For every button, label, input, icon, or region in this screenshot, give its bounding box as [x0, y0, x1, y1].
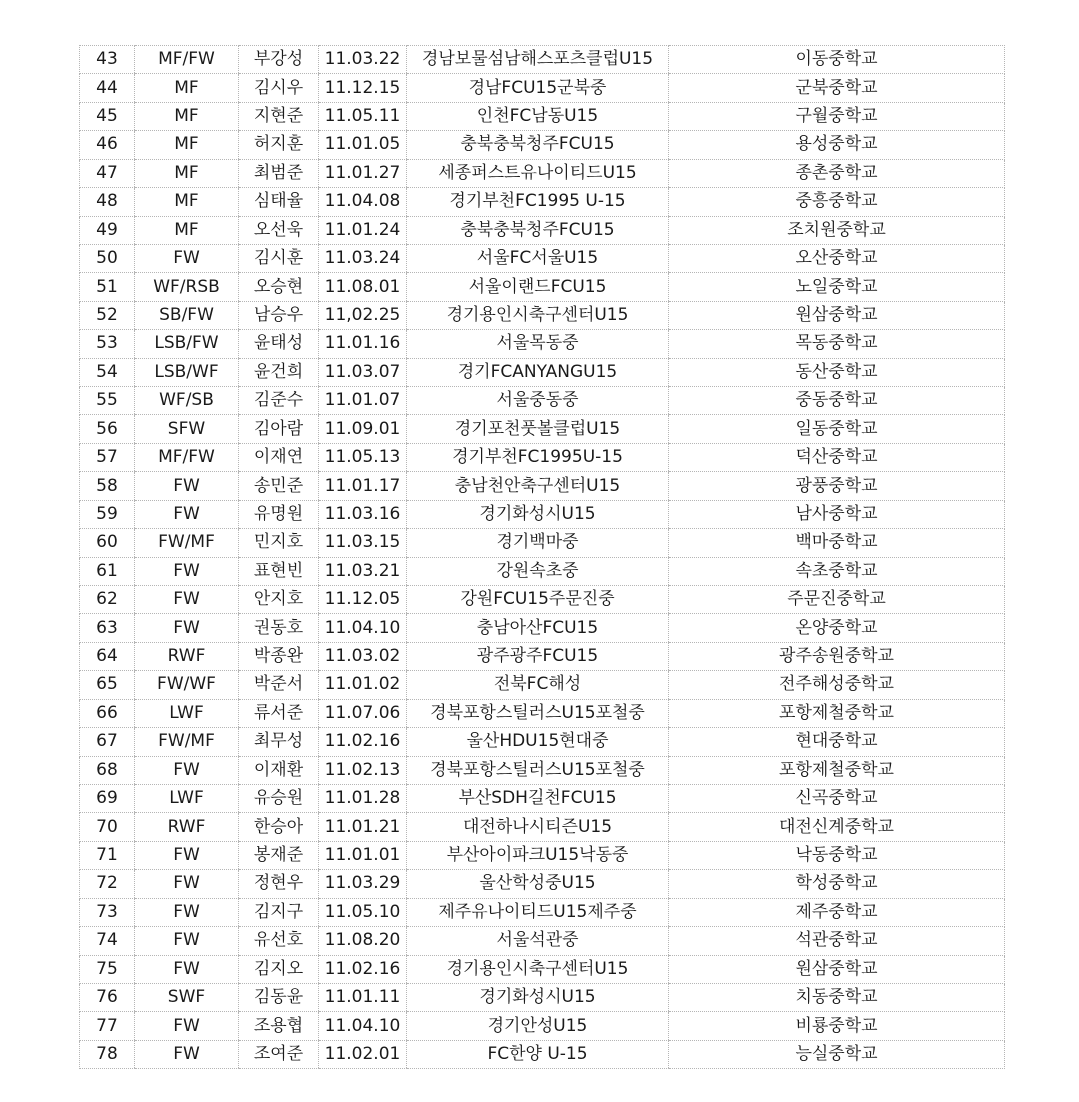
player-number: 56 [80, 415, 135, 443]
player-club: 부산SDH길천FCU15 [407, 784, 669, 812]
table-row [80, 841, 1005, 869]
player-birthdate: 11.01.17 [319, 472, 407, 500]
player-number: 55 [80, 387, 135, 415]
player-club: 충북충북청주FCU15 [407, 131, 669, 159]
player-club: 경기안성U15 [407, 1012, 669, 1040]
table-row [80, 387, 1005, 415]
table-row [80, 983, 1005, 1011]
player-birthdate: 11.01.21 [319, 813, 407, 841]
player-name: 김지오 [239, 955, 319, 983]
player-position: FW/MF [135, 529, 239, 557]
player-number: 48 [80, 188, 135, 216]
player-school: 용성중학교 [669, 131, 1005, 159]
player-club: 서울중동중 [407, 387, 669, 415]
player-position: FW [135, 870, 239, 898]
player-position: RWF [135, 642, 239, 670]
player-name: 류서준 [239, 699, 319, 727]
player-position: SB/FW [135, 301, 239, 329]
player-school: 신곡중학교 [669, 784, 1005, 812]
player-birthdate: 11.01.16 [319, 330, 407, 358]
player-number: 74 [80, 927, 135, 955]
table-row [80, 728, 1005, 756]
table-row [80, 756, 1005, 784]
player-school: 속초중학교 [669, 557, 1005, 585]
player-school: 군북중학교 [669, 74, 1005, 102]
player-position: FW [135, 586, 239, 614]
table-row [80, 642, 1005, 670]
player-club: 광주광주FCU15 [407, 642, 669, 670]
player-position: LWF [135, 784, 239, 812]
table-row [80, 529, 1005, 557]
player-school: 전주해성중학교 [669, 671, 1005, 699]
table-row [80, 301, 1005, 329]
player-position: MF [135, 216, 239, 244]
player-school: 동산중학교 [669, 358, 1005, 386]
player-school: 백마중학교 [669, 529, 1005, 557]
player-name: 이재환 [239, 756, 319, 784]
player-birthdate: 11.03.02 [319, 642, 407, 670]
player-club: 서울석관중 [407, 927, 669, 955]
player-name: 정현우 [239, 870, 319, 898]
player-position: FW [135, 898, 239, 926]
player-number: 53 [80, 330, 135, 358]
table-row [80, 46, 1005, 74]
player-birthdate: 11.01.24 [319, 216, 407, 244]
player-name: 송민준 [239, 472, 319, 500]
player-club: 서울FC서울U15 [407, 244, 669, 272]
player-birthdate: 11.08.20 [319, 927, 407, 955]
player-number: 57 [80, 443, 135, 471]
table-row [80, 557, 1005, 585]
table-row [80, 102, 1005, 130]
player-club: 경기화성시U15 [407, 500, 669, 528]
player-birthdate: 11.01.07 [319, 387, 407, 415]
player-school: 덕산중학교 [669, 443, 1005, 471]
player-school: 중동중학교 [669, 387, 1005, 415]
player-name: 김시우 [239, 74, 319, 102]
player-number: 65 [80, 671, 135, 699]
player-birthdate: 11.03.15 [319, 529, 407, 557]
table-row [80, 614, 1005, 642]
player-birthdate: 11,02.25 [319, 301, 407, 329]
player-name: 지현준 [239, 102, 319, 130]
player-position: LWF [135, 699, 239, 727]
table-row [80, 443, 1005, 471]
player-school: 원삼중학교 [669, 301, 1005, 329]
player-position: MF/FW [135, 46, 239, 74]
player-position: FW [135, 841, 239, 869]
player-number: 60 [80, 529, 135, 557]
player-name: 안지호 [239, 586, 319, 614]
player-number: 52 [80, 301, 135, 329]
player-name: 오승현 [239, 273, 319, 301]
player-birthdate: 11.03.21 [319, 557, 407, 585]
player-position: FW [135, 955, 239, 983]
player-birthdate: 11.01.02 [319, 671, 407, 699]
player-name: 조용협 [239, 1012, 319, 1040]
player-position: SWF [135, 983, 239, 1011]
player-school: 중흥중학교 [669, 188, 1005, 216]
table-row [80, 244, 1005, 272]
table-row [80, 898, 1005, 926]
player-club: 경기부천FC1995 U-15 [407, 188, 669, 216]
player-school: 종촌중학교 [669, 159, 1005, 187]
player-school: 포항제철중학교 [669, 756, 1005, 784]
player-number: 64 [80, 642, 135, 670]
player-name: 부강성 [239, 46, 319, 74]
player-birthdate: 11.04.10 [319, 614, 407, 642]
player-position: MF [135, 102, 239, 130]
player-number: 78 [80, 1040, 135, 1068]
player-number: 62 [80, 586, 135, 614]
table-row [80, 1012, 1005, 1040]
player-school: 조치원중학교 [669, 216, 1005, 244]
player-number: 58 [80, 472, 135, 500]
player-birthdate: 11.05.10 [319, 898, 407, 926]
player-club: 충남천안축구센터U15 [407, 472, 669, 500]
player-name: 김동윤 [239, 983, 319, 1011]
player-position: FW [135, 244, 239, 272]
player-birthdate: 11.03.29 [319, 870, 407, 898]
player-name: 남승우 [239, 301, 319, 329]
player-club: 부산아이파크U15낙동중 [407, 841, 669, 869]
player-position: LSB/WF [135, 358, 239, 386]
table-row [80, 159, 1005, 187]
player-name: 조여준 [239, 1040, 319, 1068]
player-number: 46 [80, 131, 135, 159]
player-position: FW [135, 557, 239, 585]
player-birthdate: 11.05.13 [319, 443, 407, 471]
player-club: 전북FC해성 [407, 671, 669, 699]
player-birthdate: 11.02.13 [319, 756, 407, 784]
table-row [80, 330, 1005, 358]
player-name: 봉재준 [239, 841, 319, 869]
player-club: 강원FCU15주문진중 [407, 586, 669, 614]
player-club: 경북포항스틸러스U15포철중 [407, 699, 669, 727]
player-position: FW [135, 756, 239, 784]
player-club: 경기백마중 [407, 529, 669, 557]
player-birthdate: 11.01.01 [319, 841, 407, 869]
player-birthdate: 11.04.10 [319, 1012, 407, 1040]
table-row [80, 586, 1005, 614]
player-club: 충남아산FCU15 [407, 614, 669, 642]
player-birthdate: 11.02.16 [319, 955, 407, 983]
player-number: 61 [80, 557, 135, 585]
player-number: 75 [80, 955, 135, 983]
table-row [80, 415, 1005, 443]
player-birthdate: 11.02.01 [319, 1040, 407, 1068]
player-club: 울산HDU15현대중 [407, 728, 669, 756]
player-number: 69 [80, 784, 135, 812]
table-row [80, 699, 1005, 727]
player-school: 목동중학교 [669, 330, 1005, 358]
player-name: 박준서 [239, 671, 319, 699]
player-school: 제주중학교 [669, 898, 1005, 926]
player-club: 충북충북청주FCU15 [407, 216, 669, 244]
player-name: 허지훈 [239, 131, 319, 159]
player-position: FW [135, 1012, 239, 1040]
table-row [80, 472, 1005, 500]
player-number: 63 [80, 614, 135, 642]
table-row [80, 927, 1005, 955]
player-club: 세종퍼스트유나이티드U15 [407, 159, 669, 187]
player-name: 박종완 [239, 642, 319, 670]
player-position: FW [135, 472, 239, 500]
player-club: 서울목동중 [407, 330, 669, 358]
player-position: MF [135, 188, 239, 216]
player-name: 심태율 [239, 188, 319, 216]
player-club: 경기부천FC1995U-15 [407, 443, 669, 471]
player-number: 70 [80, 813, 135, 841]
player-club: 인천FC남동U15 [407, 102, 669, 130]
player-club: 경기FCANYANGU15 [407, 358, 669, 386]
table-row [80, 955, 1005, 983]
player-number: 45 [80, 102, 135, 130]
player-school: 광풍중학교 [669, 472, 1005, 500]
player-birthdate: 11.01.05 [319, 131, 407, 159]
player-club: 서울이랜드FCU15 [407, 273, 669, 301]
player-position: MF [135, 74, 239, 102]
player-school: 노일중학교 [669, 273, 1005, 301]
player-number: 77 [80, 1012, 135, 1040]
player-name: 윤건희 [239, 358, 319, 386]
player-school: 학성중학교 [669, 870, 1005, 898]
player-name: 표현빈 [239, 557, 319, 585]
player-birthdate: 11.08.01 [319, 273, 407, 301]
player-birthdate: 11.07.06 [319, 699, 407, 727]
player-club: FC한양 U-15 [407, 1040, 669, 1068]
player-school: 대전신계중학교 [669, 813, 1005, 841]
player-school: 비룡중학교 [669, 1012, 1005, 1040]
player-club: 경기용인시축구센터U15 [407, 955, 669, 983]
player-position: FW/WF [135, 671, 239, 699]
player-number: 50 [80, 244, 135, 272]
player-name: 한승아 [239, 813, 319, 841]
player-position: MF/FW [135, 443, 239, 471]
player-name: 윤태성 [239, 330, 319, 358]
player-number: 68 [80, 756, 135, 784]
player-name: 오선욱 [239, 216, 319, 244]
player-name: 민지호 [239, 529, 319, 557]
player-club: 경기화성시U15 [407, 983, 669, 1011]
player-name: 유명원 [239, 500, 319, 528]
player-name: 김지구 [239, 898, 319, 926]
player-school: 낙동중학교 [669, 841, 1005, 869]
player-name: 김준수 [239, 387, 319, 415]
player-name: 김아람 [239, 415, 319, 443]
player-school: 치동중학교 [669, 983, 1005, 1011]
player-name: 권동호 [239, 614, 319, 642]
player-name: 최무성 [239, 728, 319, 756]
player-position: FW [135, 927, 239, 955]
player-position: WF/RSB [135, 273, 239, 301]
player-position: SFW [135, 415, 239, 443]
table-row [80, 74, 1005, 102]
player-school: 광주송원중학교 [669, 642, 1005, 670]
table-row [80, 273, 1005, 301]
player-school: 포항제철중학교 [669, 699, 1005, 727]
player-school: 남사중학교 [669, 500, 1005, 528]
player-birthdate: 11.04.08 [319, 188, 407, 216]
player-position: FW [135, 614, 239, 642]
player-birthdate: 11.03.24 [319, 244, 407, 272]
player-club: 경북포항스틸러스U15포철중 [407, 756, 669, 784]
player-name: 김시훈 [239, 244, 319, 272]
player-roster-table [79, 45, 1005, 1069]
player-school: 오산중학교 [669, 244, 1005, 272]
table-row [80, 358, 1005, 386]
player-name: 유승원 [239, 784, 319, 812]
player-name: 최범준 [239, 159, 319, 187]
player-birthdate: 11.12.05 [319, 586, 407, 614]
player-number: 71 [80, 841, 135, 869]
player-club: 울산학성중U15 [407, 870, 669, 898]
player-school: 능실중학교 [669, 1040, 1005, 1068]
player-school: 구월중학교 [669, 102, 1005, 130]
player-number: 47 [80, 159, 135, 187]
player-position: MF [135, 159, 239, 187]
table-row [80, 870, 1005, 898]
player-position: WF/SB [135, 387, 239, 415]
table-row [80, 131, 1005, 159]
player-number: 76 [80, 983, 135, 1011]
player-school: 이동중학교 [669, 46, 1005, 74]
player-birthdate: 11.05.11 [319, 102, 407, 130]
player-school: 현대중학교 [669, 728, 1005, 756]
table-row [80, 500, 1005, 528]
player-position: LSB/FW [135, 330, 239, 358]
table-row [80, 1040, 1005, 1068]
player-birthdate: 11.03.16 [319, 500, 407, 528]
player-number: 43 [80, 46, 135, 74]
player-club: 경남보물섬남해스포츠클럽U15 [407, 46, 669, 74]
table-row [80, 188, 1005, 216]
player-position: FW/MF [135, 728, 239, 756]
player-school: 온양중학교 [669, 614, 1005, 642]
player-number: 67 [80, 728, 135, 756]
player-birthdate: 11.01.28 [319, 784, 407, 812]
player-club: 제주유나이티드U15제주중 [407, 898, 669, 926]
player-club: 대전하나시티즌U15 [407, 813, 669, 841]
player-name: 이재연 [239, 443, 319, 471]
player-club: 강원속초중 [407, 557, 669, 585]
player-number: 66 [80, 699, 135, 727]
player-club: 경기포천풋볼클럽U15 [407, 415, 669, 443]
player-club: 경남FCU15군북중 [407, 74, 669, 102]
table-row [80, 813, 1005, 841]
player-birthdate: 11.03.22 [319, 46, 407, 74]
player-school: 주문진중학교 [669, 586, 1005, 614]
player-school: 석관중학교 [669, 927, 1005, 955]
player-club: 경기용인시축구센터U15 [407, 301, 669, 329]
player-birthdate: 11.01.27 [319, 159, 407, 187]
player-school: 원삼중학교 [669, 955, 1005, 983]
player-number: 44 [80, 74, 135, 102]
roster-body [80, 46, 1005, 1069]
table-row [80, 671, 1005, 699]
player-birthdate: 11.01.11 [319, 983, 407, 1011]
player-number: 54 [80, 358, 135, 386]
player-birthdate: 11.02.16 [319, 728, 407, 756]
player-position: MF [135, 131, 239, 159]
player-birthdate: 11.09.01 [319, 415, 407, 443]
player-name: 유선호 [239, 927, 319, 955]
player-number: 72 [80, 870, 135, 898]
player-number: 49 [80, 216, 135, 244]
table-row [80, 216, 1005, 244]
table-row [80, 784, 1005, 812]
player-number: 59 [80, 500, 135, 528]
player-birthdate: 11.12.15 [319, 74, 407, 102]
player-birthdate: 11.03.07 [319, 358, 407, 386]
player-position: FW [135, 500, 239, 528]
player-position: RWF [135, 813, 239, 841]
player-number: 73 [80, 898, 135, 926]
player-number: 51 [80, 273, 135, 301]
player-position: FW [135, 1040, 239, 1068]
player-school: 일동중학교 [669, 415, 1005, 443]
